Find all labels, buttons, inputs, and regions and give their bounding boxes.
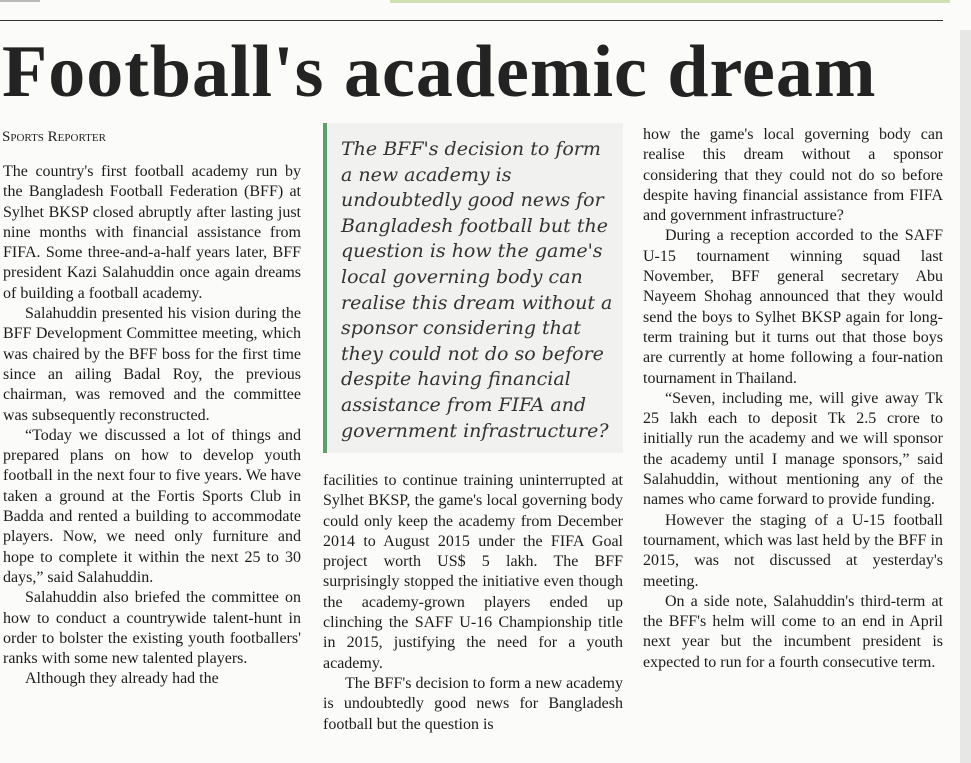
paragraph: On a side note, Salahuddin's third-term at the BFF's helm will come to an end in April next year but the incumbent president is expected to run for a fourth consecutive term. xyxy=(643,592,943,671)
paragraph: The BFF's decision to form a new academy is undoubtedly good news for Bangladesh football but the question is xyxy=(323,674,623,733)
byline: Sports Reporter xyxy=(2,129,106,145)
top-rule-left xyxy=(0,0,40,2)
top-rule-accent xyxy=(390,0,950,3)
paragraph: “Today we discussed a lot of things and prepared plans on how to develop youth football in the next four to five years. We have taken a ground at the Fortis Sports Club in Badda and rented a building to accommodate players. Now, we need only furniture and hope to complete it within the next 25 to 30 days,” said Salahuddin. xyxy=(3,426,301,586)
paragraph: Salahuddin presented his vision during the BFF Development Committee meeting, which was chaired by the BFF boss for the first time since an ailing Badal Roy, the previous chairman, was removed and the committee was subsequently reconstructed. xyxy=(3,305,301,424)
paragraph: Although they already had the xyxy=(25,670,219,688)
page-edge-strip xyxy=(960,30,971,763)
paragraph: facilities to continue training uninterrupted at Sylhet BKSP, the game's local governing body could only keep the academy from December 2014 to August 2015 under the FIFA Goal project worth US$ 5 lakh. The BFF surprisingly stopped the initiative even though the academy-grown players ended up clinching the SAFF U-16 Championship title in 2015, justifying the need for a youth academy. xyxy=(323,472,623,672)
header-rule xyxy=(0,20,943,21)
column-2 xyxy=(323,471,623,763)
pull-quote: The BFF's decision to form a new academy is undoubtedly good news for Bangladesh football but the question is how the game's local governing body can realise this dream without a sponsor considering that they could not do so before despite having financial assistance from FIFA and government infrastructure? xyxy=(323,123,623,453)
column-3 xyxy=(643,125,943,763)
paragraph: Salahuddin also briefed the committee on how to conduct a countrywide talent-hunt in order to bolster the existing youth footballers' ranks with some new talented players. xyxy=(3,589,301,668)
column-1 xyxy=(3,162,301,763)
paragraph: how the game's local governing body can realise this dream without a sponsor considering that they could not do so before despite having financial assistance from FIFA and government infrastructure? xyxy=(643,126,943,225)
headline: Football's academic dream xyxy=(2,31,877,113)
paragraph: The country's first football academy run by the Bangladesh Football Federation (BFF) at Sylhet BKSP closed abruptly after lasting just nine months with financial assistance from FIFA. Some three-and-a-half years later, BFF president Kazi Salahuddin once again dreams of building a football academy. xyxy=(3,163,301,302)
paragraph: However the staging of a U-15 football tournament, which was last held by the BFF in 2015, was not discussed at yesterday's meeting. xyxy=(643,511,943,590)
paragraph: During a reception accorded to the SAFF U-15 tournament winning squad last November, BFF general secretary Abu Nayeem Shohag announced that they would send the boys to Sylhet BKSP again for long-term training but it turns out that those boys are currently at home following a four-nation tournament in Thailand. xyxy=(643,227,943,387)
paragraph: “Seven, including me, will give away Tk 25 lakh each to deposit Tk 2.5 crore to initially run the academy and we will sponsor the academy until I manage sponsors,” said Salahuddin, without mentioning any of the names who came forward to provide funding. xyxy=(643,389,943,509)
